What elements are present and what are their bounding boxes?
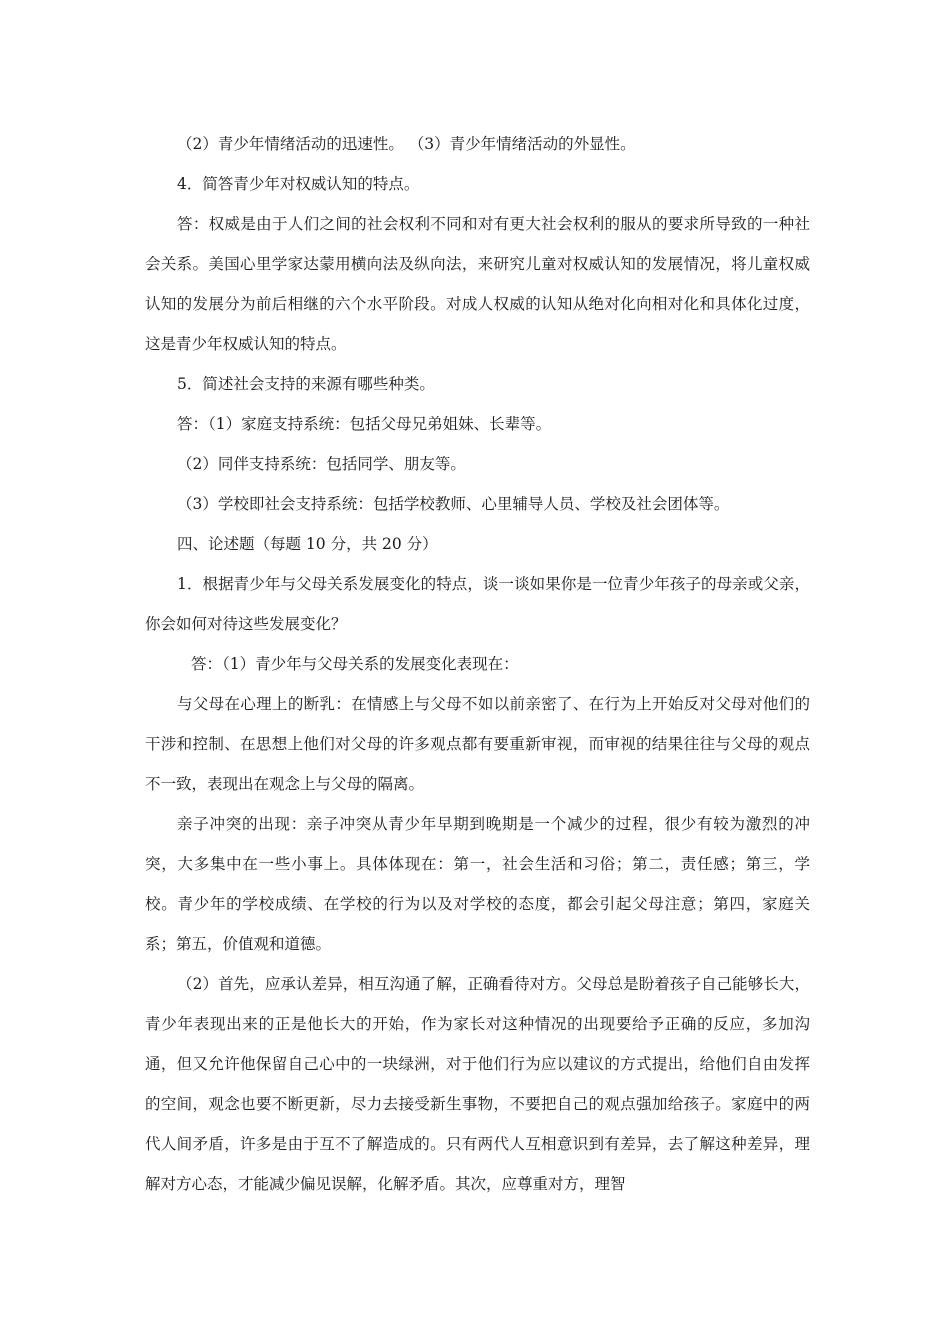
essay-answer-part-2: （2）首先，应承认差异，相互沟通了解，正确看待对方。父母总是盼着孩子自己能够长大，青少年表现出来的正是他长大的开始，作为家长对这种情况的出现要给予正确的反应，多加沟通，但又允许他保留自己心中的一块绿洲，对于他们行为应以建议的方式提出，给他们自由发挥的空间，观念也要不断更新，尽力去接受新生事物，不要把自己的观点强加给孩子。家庭中的两代人间矛盾，许多是由于互不了解造成的。只有两代人互相意识到有差异，去了解这种差异，理解对方心态，才能减少偏见误解，化解矛盾。其次，应尊重对方，理智 [145, 975, 810, 1193]
section-4-heading: 四、论述题（每题 10 分，共 20 分） [177, 535, 438, 553]
question-4-heading: 4．简答青少年对权威认知的特点。 [177, 175, 420, 193]
essay-answer-intro: 答：（1）青少年与父母关系的发展变化表现在： [191, 655, 519, 673]
answer-5-item-3: （3）学校即社会支持系统：包括学校教师、心里辅导人员、学校及社会团体等。 [177, 495, 730, 513]
answer-4: 答：权威是由于人们之间的社会权利不同和对有更大社会权利的服从的要求所导致的一种社会关系。美国心里学家达蒙用横向法及纵向法，来研究儿童对权威认知的发展情况，将儿童权威认知的发展分为前后相继的六个水平阶段。对成人权威的认知从绝对化向相对化和具体化过度，这是青少年权威认知的特点。 [145, 215, 810, 353]
paragraph-emotion-traits: （2）青少年情绪活动的迅速性。 （3）青少年情绪活动的外显性。 [177, 135, 636, 153]
answer-5-item-2: （2）同伴支持系统：包括同学、朋友等。 [177, 455, 466, 473]
document-body [145, 124, 810, 1204]
essay-answer-weaning: 与父母在心理上的断乳：在情感上与父母不如以前亲密了、在行为上开始反对父母对他们的干涉和控制、在思想上他们对父母的许多观点都有要重新审视，而审视的结果往往与父母的观点不一致，表现出在观念上与父母的隔离。 [145, 695, 810, 793]
question-5-heading: 5．简述社会支持的来源有哪些种类。 [177, 375, 435, 393]
answer-5-item-1: 答：（1）家庭支持系统：包括父母兄弟姐妹、长辈等。 [177, 415, 552, 433]
essay-answer-conflict: 亲子冲突的出现：亲子冲突从青少年早期到晚期是一个减少的过程，很少有较为激烈的冲突，大多集中在一些小事上。具体体现在：第一，社会生活和习俗；第二，责任感；第三，学校。青少年的学校成绩、在学校的行为以及对学校的态度，都会引起父母注意；第四，家庭关系；第五，价值观和道德。 [145, 815, 810, 953]
essay-question-1: 1．根据青少年与父母关系发展变化的特点，谈一谈如果你是一位青少年孩子的母亲或父亲，你会如何对待这些发展变化？ [145, 575, 810, 633]
